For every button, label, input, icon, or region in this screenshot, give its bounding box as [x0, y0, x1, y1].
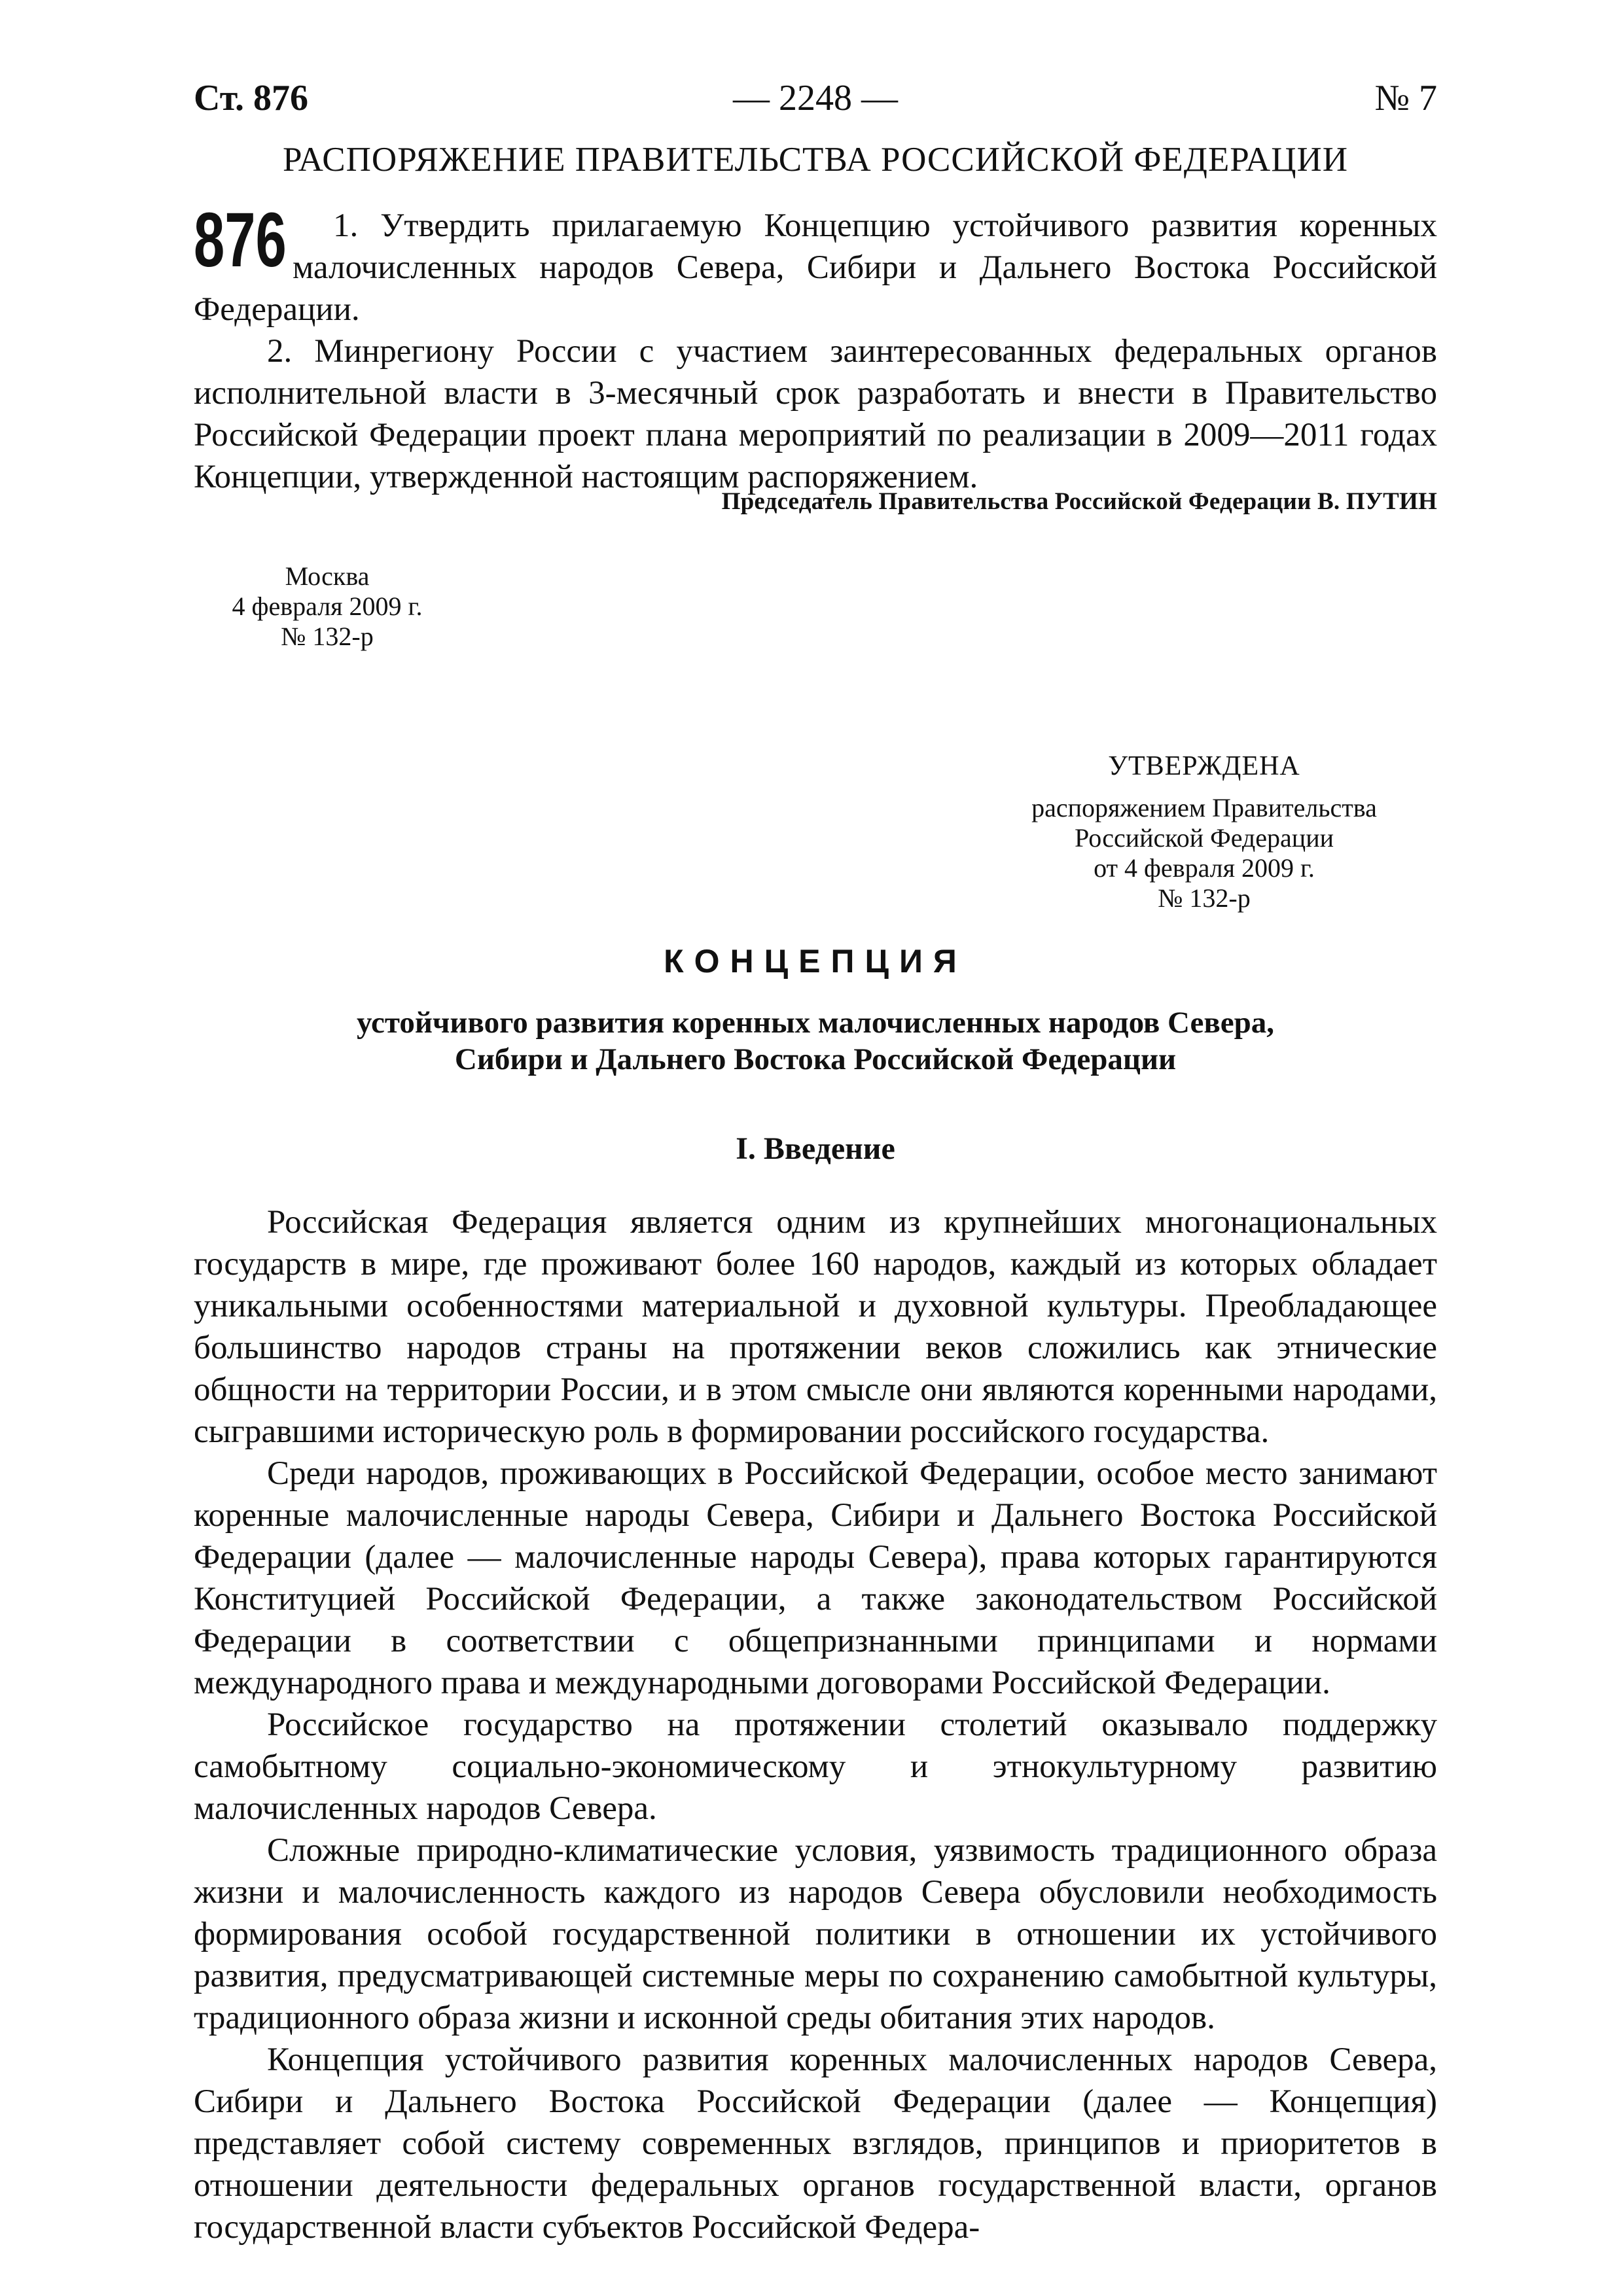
concept-subtitle — [194, 1004, 1437, 1078]
place: Москва — [285, 561, 370, 591]
introduction-text — [194, 1201, 1437, 2248]
running-header — [194, 77, 1437, 136]
concept-title: КОНЦЕПЦИЯ — [664, 943, 967, 980]
approval-line: Российской Федерации — [1074, 823, 1334, 853]
intro-paragraph: Среди народов, проживающих в Российской Федерации, особое место занимают коренные малочисленные народы Севера, Сибири и Дальнего Востока Российской Федерации (далее — малочисленные народы Севера), права которых гарантируются Конституцией Российской Федерации, а также законодательством Российской Федерации в соответствии с общепризнанными принципами и нормами международного права и международными договорами Российской Федерации. — [194, 1455, 1437, 1701]
article-number: Ст. 876 — [194, 78, 308, 118]
section-title: I. Введение — [736, 1131, 895, 1166]
intro-paragraph: Сложные природно-климатические условия, уязвимость традиционного образа жизни и малочисленность каждого из народов Севера обусловили необходимость формирования особой государственной политики в отношении их устойчивого развития, предусматривающей системные меры по сохранению самобытной культуры, традиционного образа жизни и исконной среды обитания этих народов. — [194, 1832, 1437, 2036]
approval-title: УТВЕРЖДЕНА — [1108, 751, 1300, 781]
concept-subtitle-line: Сибири и Дальнего Востока Российской Федерации — [454, 1042, 1177, 1076]
approval-line: от 4 февраля 2009 г. — [1094, 853, 1315, 883]
decree-paragraph-1: 1. Утвердить прилагаемую Концепцию устойчивого развития коренных малочисленных народов Севера, Сибири и Дальнего Востока Российской Федерации. — [194, 207, 1437, 328]
document-type-heading: РАСПОРЯЖЕНИЕ ПРАВИТЕЛЬСТВА РОССИЙСКОЙ ФЕДЕРАЦИИ — [282, 141, 1349, 179]
place-date-block — [164, 561, 491, 652]
issue-number: № 7 — [1374, 78, 1437, 118]
approval-line: № 132-р — [1158, 883, 1251, 913]
decree-body — [194, 197, 1437, 498]
signature-line: Председатель Правительства Российской Федерации В. ПУТИН — [721, 488, 1437, 515]
registration-number: № 132-р — [281, 622, 374, 651]
decree-number: 876 — [194, 197, 287, 283]
page-number: — 2248 — — [733, 78, 898, 118]
intro-paragraph: Российская Федерация является одним из крупнейших многонациональных государств в мире, где проживают более 160 народов, каждый из которых обладает уникальными особенностями материальной и духовной культуры. Преобладающее большинство народов страны на протяжении веков сложились как этнические общности на территории России, и в этом смысле они являются коренными народами, сыгравшими историческую роль в формировании российского государства. — [194, 1204, 1437, 1450]
intro-paragraph: Концепция устойчивого развития коренных малочисленных народов Севера, Сибири и Дальнего Востока Российской Федерации (далее — Концепция) представляет собой систему современных взглядов, принципов и приоритетов в отношении деятельности федеральных органов государственной власти, органов государственной власти субъектов Российской Федера- — [194, 2041, 1437, 2246]
date: 4 февраля 2009 г. — [232, 592, 423, 621]
intro-paragraph: Российское государство на протяжении столетий оказывало поддержку самобытному социально-экономическому и этнокультурному развитию малочисленных народов Севера. — [194, 1706, 1437, 1827]
decree-paragraph-2: 2. Минрегиону России с участием заинтересованных федеральных органов исполнительной власти в 3-месячный срок разработать и внести в Правительство Российской Федерации проект плана мероприятий по реализации в 2009—2011 годах Концепции, утвержденной настоящим распоряжением. — [194, 333, 1437, 495]
approval-line: распоряжением Правительства — [1031, 793, 1377, 822]
approval-stamp — [982, 751, 1427, 913]
concept-subtitle-line: устойчивого развития коренных малочисленных народов Севера, — [356, 1006, 1275, 1040]
